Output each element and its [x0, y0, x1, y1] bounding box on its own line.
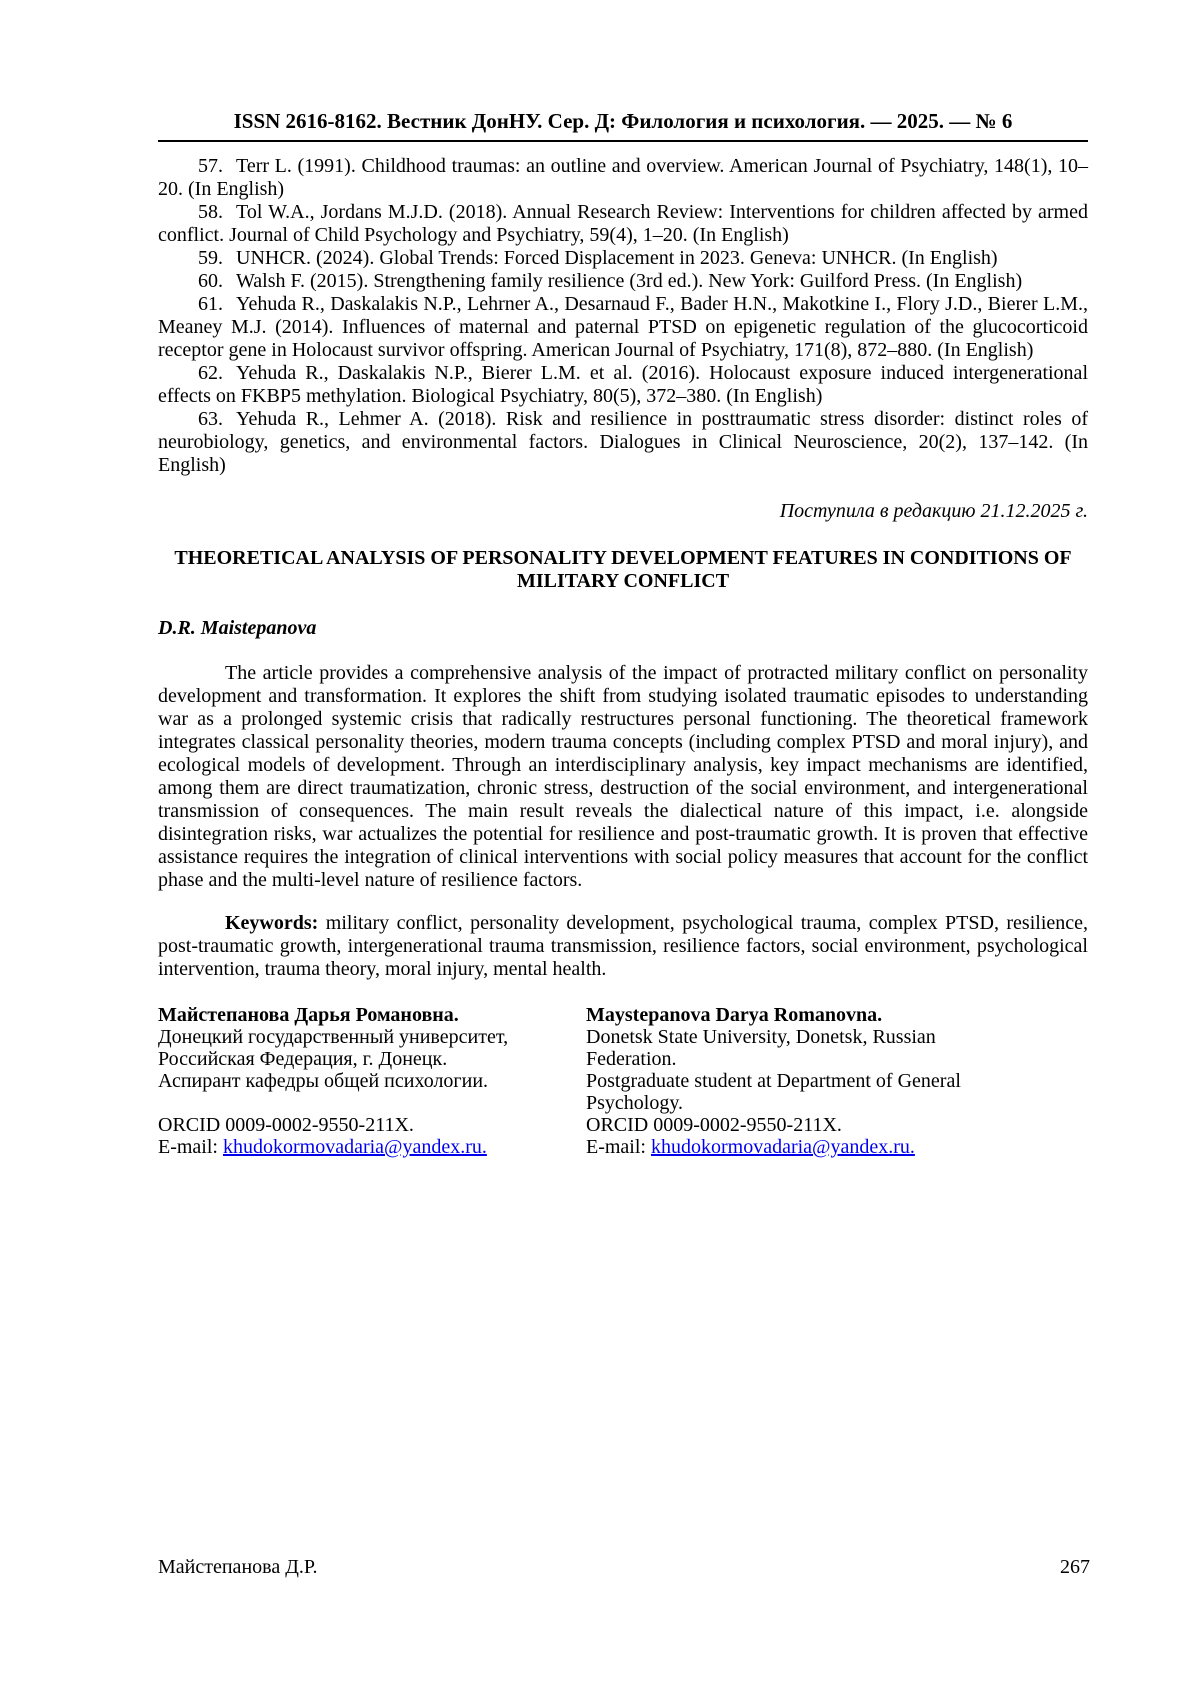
reference-text: Walsh F. (2015). Strengthening family resilience (3rd ed.). New York: Guilford Press. (In English): [236, 270, 1023, 292]
email-line: [158, 1136, 586, 1158]
reference-text: Tol W.A., Jordans M.J.D. (2018). Annual Research Review: Interventions for children affected by armed conflict. Journal of Child Psychology and Psychiatry, 59(4), 1–20. (In English): [158, 201, 1088, 246]
reference-number: 60.: [198, 270, 223, 292]
reference-number: 61.: [198, 293, 223, 315]
keywords-paragraph: [158, 912, 1088, 981]
author-affiliation-line: Federation.: [586, 1048, 677, 1070]
reference-number: 57.: [198, 155, 223, 177]
author-affiliation-line: Postgraduate student at Department of General: [586, 1070, 961, 1092]
orcid-line: ORCID 0009-0002-9550-211X.: [158, 1114, 414, 1136]
article-author: D.R. Maistepanova: [158, 617, 317, 639]
author-name-en: Maystepanova Darya Romanovna.: [586, 1004, 883, 1026]
reference-item: [158, 362, 1088, 408]
article-title: THEORETICAL ANALYSIS OF PERSONALITY DEVELOPMENT FEATURES IN CONDITIONS OF MILITARY CONFLICT: [174, 547, 1072, 592]
authors-block: [158, 1004, 1088, 1158]
email-label: E-mail:: [586, 1136, 646, 1158]
author-name-ru: Майстепанова Дарья Романовна.: [158, 1004, 459, 1026]
author-affiliation-line: Psychology.: [586, 1092, 684, 1114]
reference-text: Terr L. (1991). Childhood traumas: an outline and overview. American Journal of Psychiatry, 148(1), 10–20. (In English): [158, 155, 1088, 200]
email-label: E-mail:: [158, 1136, 218, 1158]
footer-author: Майстепанова Д.Р.: [158, 1556, 318, 1578]
reference-number: 58.: [198, 201, 223, 223]
reference-item: [158, 293, 1088, 362]
author-card-ru: [158, 1004, 586, 1158]
author-affiliation-line: Российская Федерация, г. Донецк.: [158, 1048, 448, 1070]
email-link[interactable]: khudokormovadaria@yandex.ru.: [650, 1136, 915, 1158]
references-list: [158, 155, 1088, 477]
keywords-label: Keywords:: [225, 912, 319, 934]
reference-item: [158, 247, 1088, 270]
reference-number: 59.: [198, 247, 223, 269]
reference-item: [158, 201, 1088, 247]
received-note: Поступила в редакцию 21.12.2025 г.: [779, 500, 1088, 522]
reference-text: Yehuda R., Lehmer A. (2018). Risk and resilience in posttraumatic stress disorder: distinct roles of neurobiology, genetics, and environmental factors. Dialogues in Clinical Neuroscience, 20(2), 137–142. (In English): [158, 408, 1088, 476]
reference-text: Yehuda R., Daskalakis N.P., Lehrner A., Desarnaud F., Bader H.N., Makotkine I., Flory J.D., Bierer L.M., Meaney M.J. (2014). Influences of maternal and paternal PTSD on epigenetic regulation of the glucocorticoid receptor gene in Holocaust survivor offspring. American Journal of Psychiatry, 171(8), 872–880. (In English): [158, 293, 1088, 361]
reference-item: [158, 270, 1088, 293]
page-number: 267: [1060, 1556, 1090, 1578]
abstract-paragraph: The article provides a comprehensive analysis of the impact of protracted military conflict on personality development and transformation. It explores the shift from studying isolated traumatic episodes to understanding war as a prolonged systemic crisis that radically restructures personal functioning. The theoretical framework integrates classical personality theories, modern trauma concepts (including complex PTSD and moral injury), and ecological models of development. Through an interdisciplinary analysis, key impact mechanisms are identified, among them are direct traumatization, chronic stress, destruction of the social environment, and intergenerational transmission of consequences. The main result reveals the dialectical nature of this impact, i.e. alongside disintegration risks, war actualizes the potential for resilience and post-traumatic growth. It is proven that effective assistance requires the integration of clinical interventions with social policy measures that account for the conflict phase and the multi-level nature of resilience factors.: [158, 662, 1088, 891]
author-affiliation-line: Donetsk State University, Donetsk, Russian: [586, 1026, 936, 1048]
reference-text: Yehuda R., Daskalakis N.P., Bierer L.M. et al. (2016). Holocaust exposure induced intergenerational effects on FKBP5 methylation. Biological Psychiatry, 80(5), 372–380. (In English): [158, 362, 1088, 407]
reference-number: 62.: [198, 362, 223, 384]
page-content: [158, 0, 1088, 1158]
reference-item: [158, 155, 1088, 201]
reference-number: 63.: [198, 408, 223, 430]
orcid-line: ORCID 0009-0002-9550-211X.: [586, 1114, 842, 1136]
reference-item: [158, 408, 1088, 477]
email-line: [586, 1136, 1088, 1158]
author-affiliation-line: Аспирант кафедры общей психологии.: [158, 1070, 489, 1092]
author-affiliation-line: Донецкий государственный университет,: [158, 1026, 509, 1048]
page-footer: [158, 1556, 1090, 1579]
author-card-en: [586, 1004, 1088, 1158]
email-link[interactable]: khudokormovadaria@yandex.ru.: [222, 1136, 487, 1158]
keywords-text: military conflict, personality development, psychological trauma, complex PTSD, resilience, post-traumatic growth, intergenerational trauma transmission, resilience factors, social environment, psychological intervention, trauma theory, moral injury, mental health.: [158, 912, 1089, 980]
reference-text: UNHCR. (2024). Global Trends: Forced Displacement in 2023. Geneva: UNHCR. (In English): [236, 247, 998, 269]
journal-header: ISSN 2616-8162. Вестник ДонНУ. Сер. Д: Филология и психология. — 2025. — № 6: [158, 108, 1088, 142]
